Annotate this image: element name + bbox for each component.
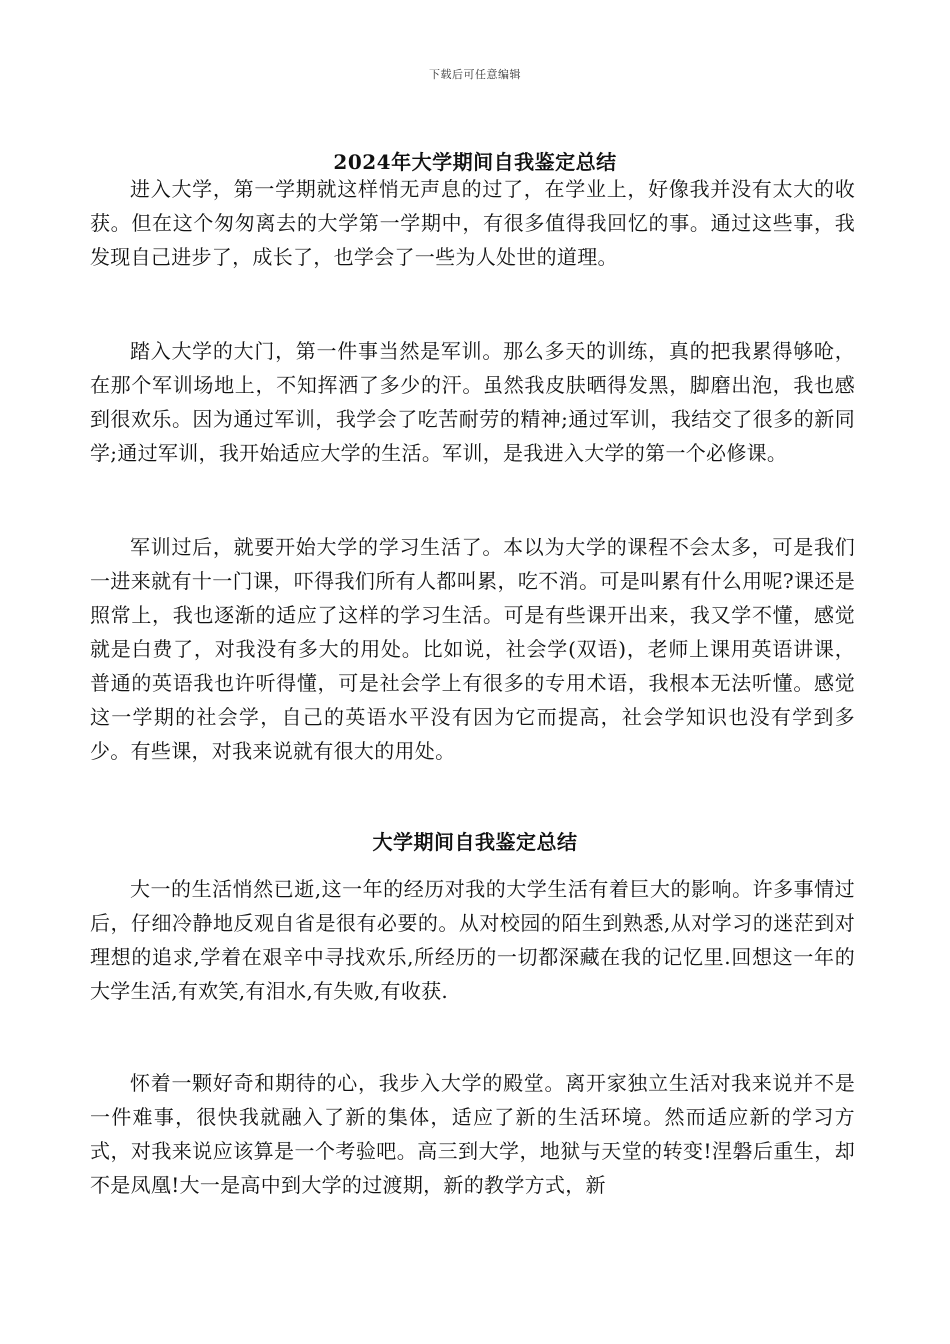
header-note: 下载后可任意编辑	[429, 68, 521, 81]
paragraph: 进入大学，第一学期就这样悄无声息的过了，在学业上，好像我并没有太大的收获。但在这个匆匆离去的大学第一学期中，有很多值得我回忆的事。通过这些事，我发现自己进步了，成长了，也学会了一些为人处世的道理。	[90, 177, 855, 269]
section-title: 2024年大学期间自我鉴定总结	[333, 150, 617, 174]
section-title: 大学期间自我鉴定总结	[372, 830, 578, 854]
paragraph: 大一的生活悄然已逝,这一年的经历对我的大学生活有着巨大的影响。许多事情过后，仔细冷静地反观自省是很有必要的。从对校园的陌生到熟悉,从对学习的迷茫到对理想的追求,学着在艰辛中寻找欢乐,所经历的一切都深藏在我的记忆里.回想这一年的大学生活,有欢笑,有泪水,有失败,有收获.	[90, 877, 855, 1003]
paragraph: 踏入大学的大门，第一件事当然是军训。那么多天的训练，真的把我累得够呛，在那个军训场地上，不知挥洒了多少的汗。虽然我皮肤晒得发黑，脚磨出泡，我也感到很欢乐。因为通过军训，我学会了吃苦耐劳的精神;通过军训，我结交了很多的新同学;通过军训，我开始适应大学的生活。军训，是我进入大学的第一个必修课。	[90, 339, 855, 465]
paragraph: 怀着一颗好奇和期待的心，我步入大学的殿堂。离开家独立生活对我来说并不是一件难事，很快我就融入了新的集体，适应了新的生活环境。然而适应新的学习方式，对我来说应该算是一个考验吧。高三到大学，地狱与天堂的转变!涅磐后重生，却不是凤凰!大一是高中到大学的过渡期，新的教学方式，新	[90, 1071, 855, 1197]
paragraph: 军训过后，就要开始大学的学习生活了。本以为大学的课程不会太多，可是我们一进来就有十一门课，吓得我们所有人都叫累，吃不消。可是叫累有什么用呢?课还是照常上，我也逐渐的适应了这样的学习生活。可是有些课开出来，我又学不懂，感觉就是白费了，对我没有多大的用处。比如说，社会学(双语)，老师上课用英语讲课，普通的英语我也许听得懂，可是社会学上有很多的专用术语，我根本无法听懂。感觉这一学期的社会学，自己的英语水平没有因为它而提高，社会学知识也没有学到多少。有些课，对我来说就有很大的用处。	[90, 535, 855, 763]
